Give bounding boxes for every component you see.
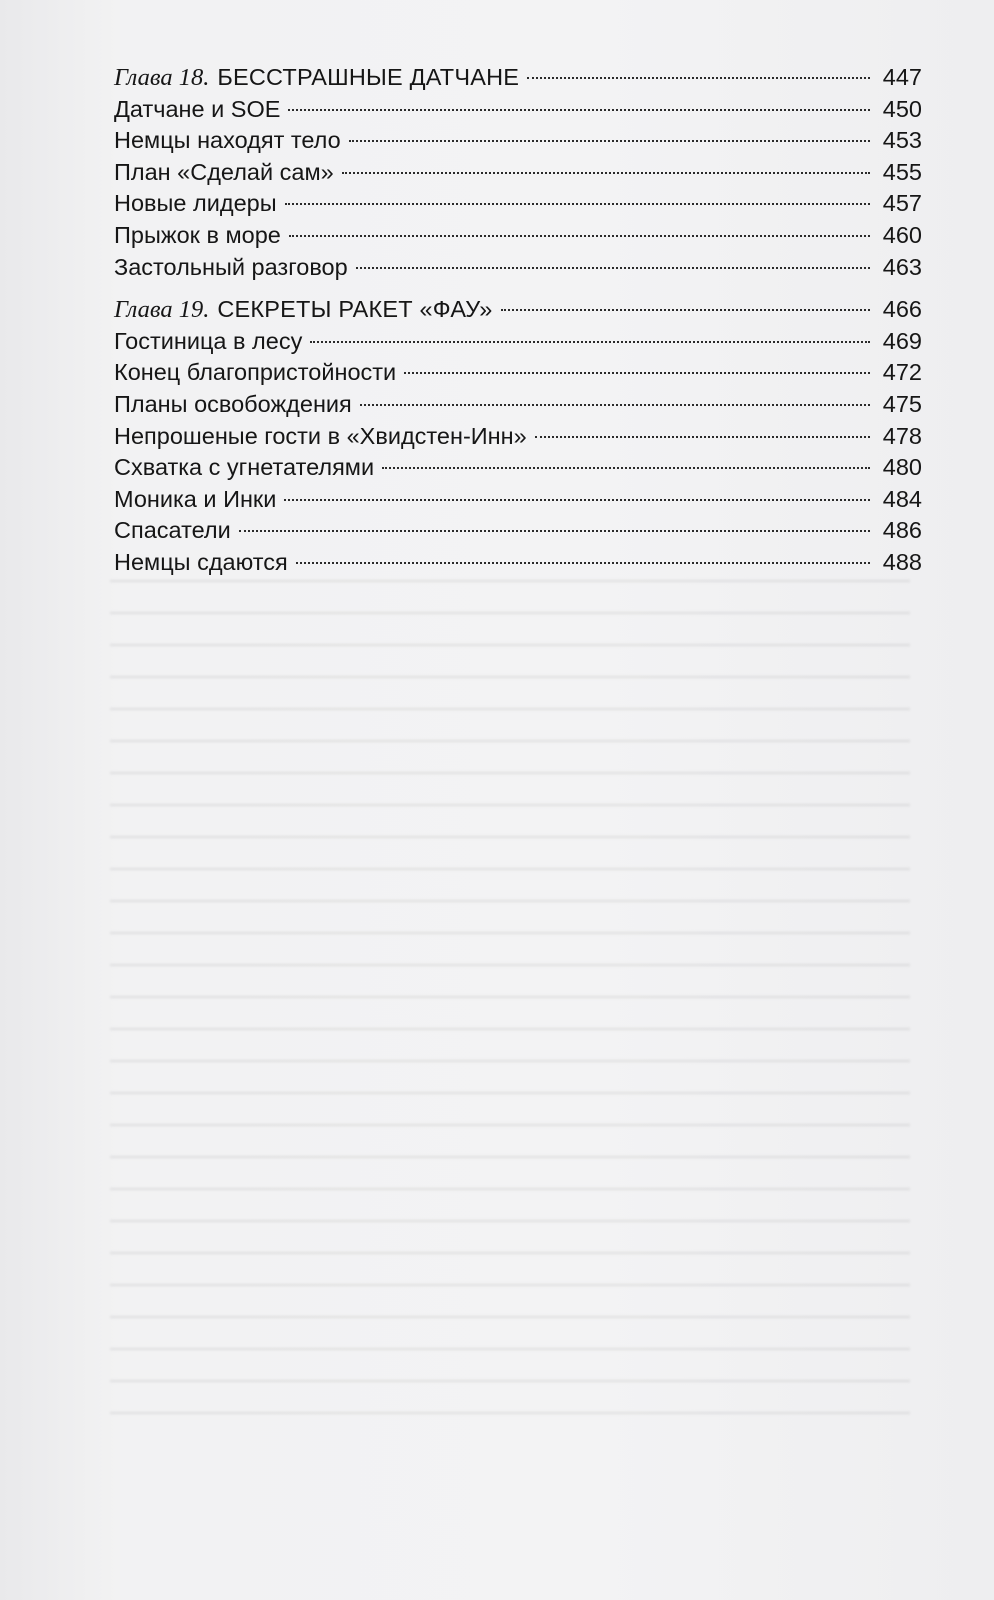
chapter-number: Глава 19. xyxy=(114,296,210,324)
page-number: 472 xyxy=(882,359,922,386)
page-number: 450 xyxy=(882,95,922,122)
dot-leader xyxy=(360,404,870,406)
dot-leader xyxy=(501,309,870,311)
page-number: 469 xyxy=(882,327,922,354)
dot-leader xyxy=(310,341,870,343)
page-number: 463 xyxy=(882,253,922,280)
entry-title: Застольный разговор xyxy=(114,253,348,280)
page-number: 455 xyxy=(882,158,922,185)
table-of-contents xyxy=(114,62,922,579)
dot-leader xyxy=(527,77,870,79)
chapter-heading-19 xyxy=(114,294,922,326)
toc-entry xyxy=(114,94,922,126)
page-number: 457 xyxy=(882,190,922,217)
dot-leader xyxy=(404,372,870,374)
dot-leader xyxy=(535,436,870,438)
dot-leader xyxy=(285,203,870,205)
dot-leader xyxy=(382,467,870,469)
toc-entry xyxy=(114,125,922,157)
dot-leader xyxy=(349,140,870,142)
page-number: 488 xyxy=(882,548,922,575)
entry-title: Гостиница в лесу xyxy=(114,327,303,354)
page-number: 453 xyxy=(882,127,922,154)
page-number: 480 xyxy=(882,454,922,481)
chapter-heading-18 xyxy=(114,62,922,94)
entry-title: Датчане и SOE xyxy=(114,95,281,122)
dot-leader xyxy=(239,530,870,532)
entry-title: Схватка с угнетателями xyxy=(114,454,375,481)
page-number: 447 xyxy=(882,64,922,90)
toc-entry xyxy=(114,421,922,453)
dot-leader xyxy=(342,172,870,174)
page-number: 475 xyxy=(882,390,922,417)
page-number: 478 xyxy=(882,422,922,449)
toc-entry xyxy=(114,188,922,220)
toc-entry xyxy=(114,357,922,389)
dot-leader xyxy=(289,235,870,237)
dot-leader xyxy=(284,499,870,501)
chapter-number: Глава 18. xyxy=(114,64,210,91)
toc-entry xyxy=(114,547,922,579)
entry-title: План «Сделай сам» xyxy=(114,158,334,185)
page-number: 466 xyxy=(882,296,922,323)
toc-entry xyxy=(114,220,922,252)
entry-title: Новые лидеры xyxy=(114,190,277,217)
dot-leader xyxy=(356,267,870,269)
entry-title: Планы освобождения xyxy=(114,390,352,417)
entry-title: Спасатели xyxy=(114,517,231,544)
chapter-title: БЕССТРАШНЫЕ ДАТЧАНЕ xyxy=(217,64,520,90)
page-number: 460 xyxy=(882,221,922,248)
entry-title: Моника и Инки xyxy=(114,485,277,512)
toc-entry xyxy=(114,484,922,516)
toc-entry xyxy=(114,252,922,284)
toc-entry xyxy=(114,157,922,189)
entry-title: Конец благопристойности xyxy=(114,359,397,386)
page-number: 484 xyxy=(882,485,922,512)
entry-title: Непрошеные гости в «Хвидстен-Инн» xyxy=(114,422,527,449)
toc-entry xyxy=(114,389,922,421)
toc-entry xyxy=(114,515,922,547)
dot-leader xyxy=(296,562,870,564)
entry-title: Немцы сдаются xyxy=(114,548,288,575)
entry-title: Немцы находят тело xyxy=(114,127,341,154)
show-through-text xyxy=(110,560,910,1420)
page-number: 486 xyxy=(882,517,922,544)
toc-entry xyxy=(114,326,922,358)
entry-title: Прыжок в море xyxy=(114,221,281,248)
toc-entry xyxy=(114,452,922,484)
dot-leader xyxy=(288,109,870,111)
chapter-title: СЕКРЕТЫ РАКЕТ «ФАУ» xyxy=(217,296,493,323)
